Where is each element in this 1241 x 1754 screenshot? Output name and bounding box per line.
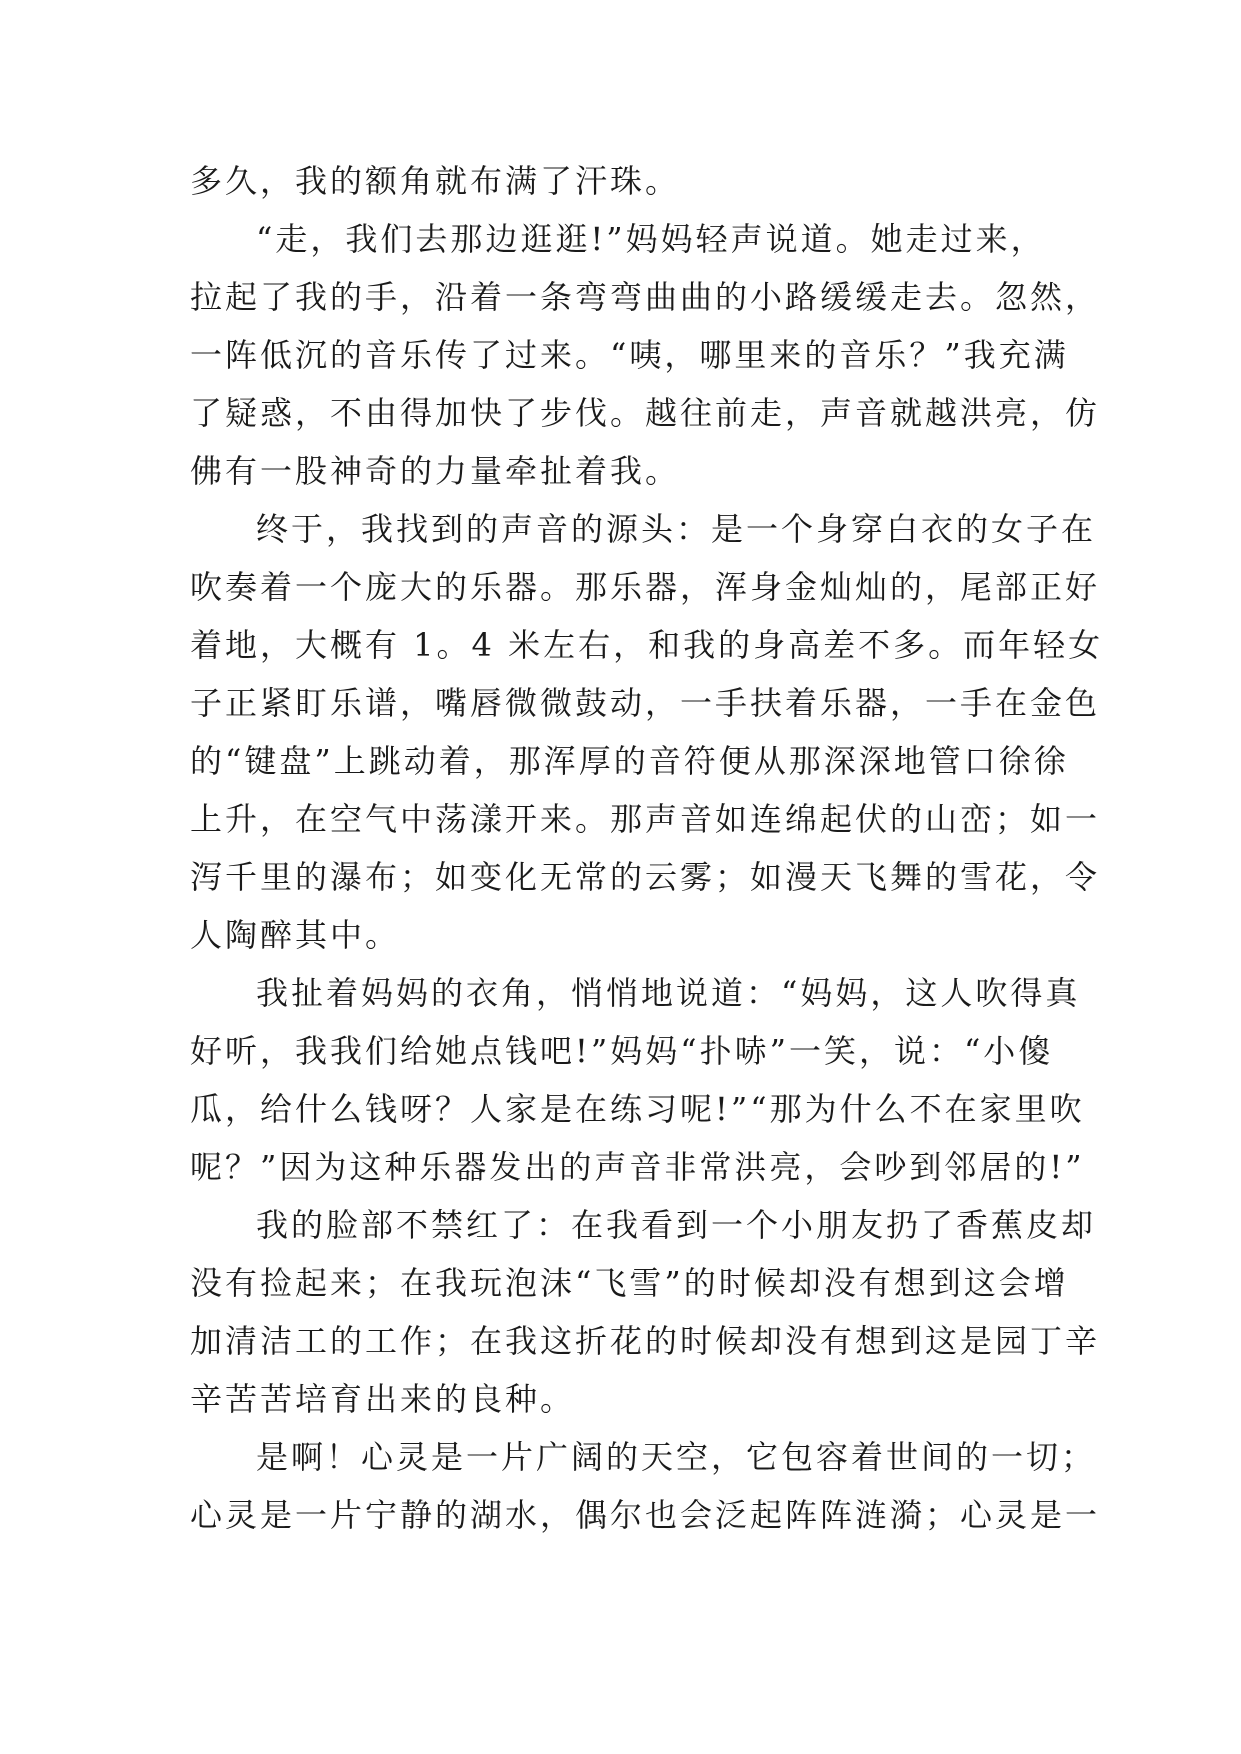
text-line: 瓜，给什么钱呀？人家是在练习呢!”“那为什么不在家里吹 — [190, 1090, 1085, 1128]
text-line: 好听，我我们给她点钱吧!”妈妈“扑哧”一笑，说：“小傻 — [190, 1032, 1054, 1070]
text-line: 着地，大概有 1。4 米左右，和我的身高差不多。而年轻女 — [190, 626, 1104, 664]
text-line: 我的脸部不禁红了：在我看到一个小朋友扔了香蕉皮却 — [256, 1206, 1097, 1244]
text-line: 拉起了我的手，沿着一条弯弯曲曲的小路缓缓走去。忽然， — [190, 278, 1101, 316]
text-line: 一阵低沉的音乐传了过来。“咦，哪里来的音乐？”我充满 — [190, 336, 1069, 374]
text-line: 我扯着妈妈的衣角，悄悄地说道：“妈妈，这人吹得真 — [256, 974, 1081, 1012]
text-line: 的“键盘”上跳动着，那浑厚的音符便从那深深地管口徐徐 — [190, 742, 1069, 780]
text-line: 没有捡起来；在我玩泡沫“飞雪”的时候却没有想到这会增 — [190, 1264, 1069, 1302]
text-line: 了疑惑，不由得加快了步伐。越往前走，声音就越洪亮，仿 — [190, 394, 1101, 432]
text-line: 心灵是一片宁静的湖水，偶尔也会泛起阵阵涟漪；心灵是一 — [190, 1496, 1101, 1534]
text-line: 是啊！心灵是一片广阔的天空，它包容着世间的一切； — [256, 1438, 1097, 1476]
text-line: 加清洁工的工作；在我这折花的时候却没有想到这是园丁辛 — [190, 1322, 1101, 1360]
text-line: 人陶醉其中。 — [190, 916, 401, 954]
text-line: 佛有一股神奇的力量牵扯着我。 — [190, 452, 681, 490]
text-line: 呢？”因为这种乐器发出的声音非常洪亮，会吵到邻居的!” — [190, 1148, 1085, 1186]
text-line: “走，我们去那边逛逛!”妈妈轻声说道。她走过来， — [256, 220, 1046, 258]
text-line: 泻千里的瀑布；如变化无常的云雾；如漫天飞舞的雪花，令 — [190, 858, 1101, 896]
text-line: 上升，在空气中荡漾开来。那声音如连绵起伏的山峦；如一 — [190, 800, 1101, 838]
text-line: 子正紧盯乐谱，嘴唇微微鼓动，一手扶着乐器，一手在金色 — [190, 684, 1101, 722]
text-line: 多久，我的额角就布满了汗珠。 — [190, 162, 681, 200]
text-line: 辛苦苦培育出来的良种。 — [190, 1380, 576, 1418]
text-line: 终于，我找到的声音的源头：是一个身穿白衣的女子在 — [256, 510, 1097, 548]
text-line: 吹奏着一个庞大的乐器。那乐器，浑身金灿灿的，尾部正好 — [190, 568, 1101, 606]
